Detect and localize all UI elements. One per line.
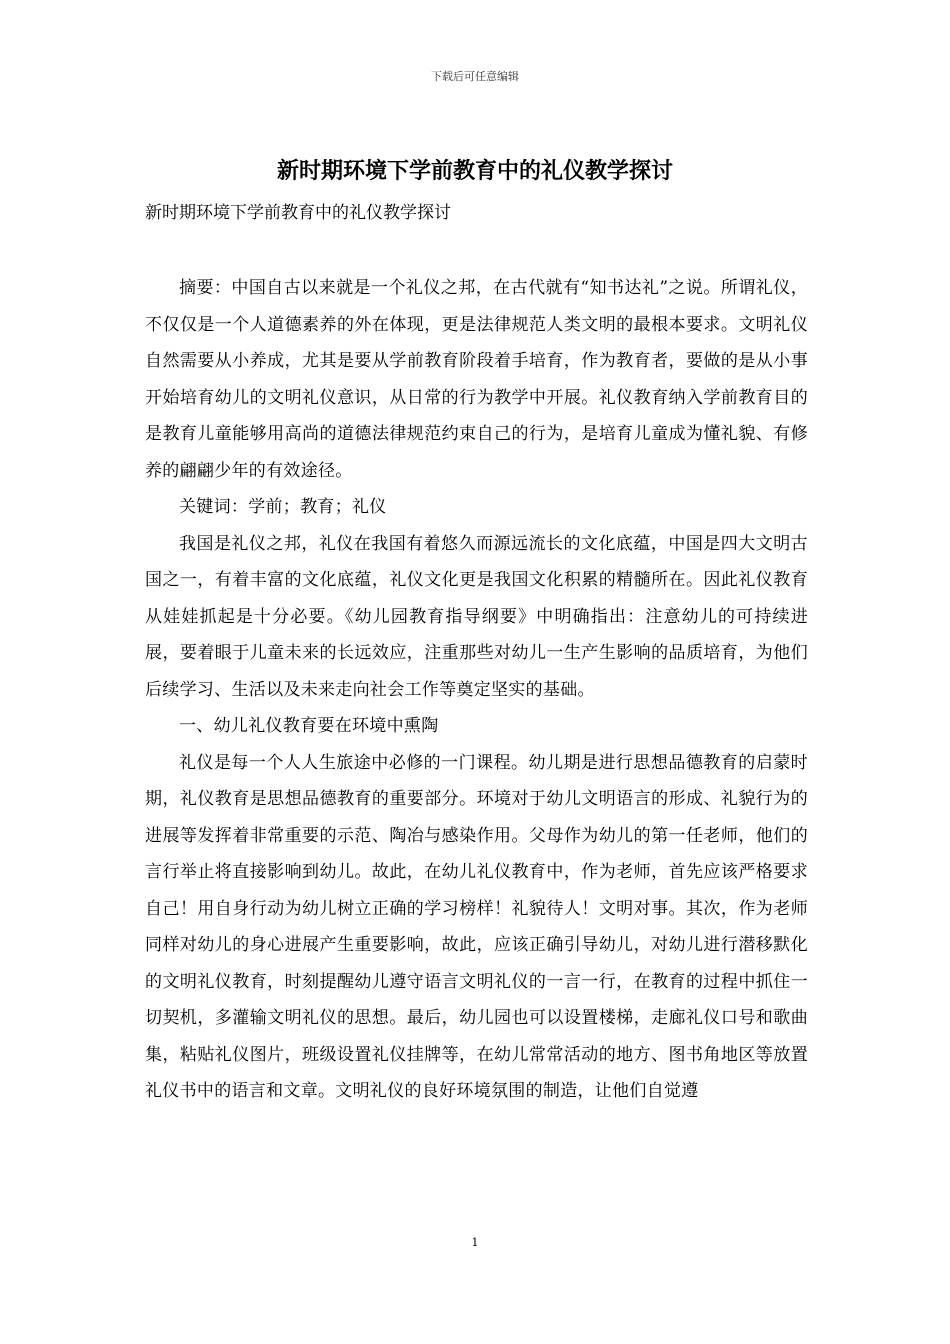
page-number: 1: [471, 1236, 479, 1249]
document-title: 新时期环境下学前教育中的礼仪教学探讨: [276, 158, 673, 184]
abstract-paragraph: 摘要：中国自古以来就是一个礼仪之邦，在古代就有“知书达礼”之说。所谓礼仪，不仅仅是一个人道德素养的外在体现，更是法律规范人类文明的最根本要求。文明礼仪自然需要从小养成，尤其是要从学前教育阶段着手培育，作为教育者，要做的是从小事开始培育幼儿的文明礼仪意识，从日常的行为教学中开展。礼仪教育纳入学前教育目的是教育儿童能够用高尚的道德法律规范约束自己的行为，是培育儿童成为懂礼貌、有修养的翩翩少年的有效途径。: [145, 278, 808, 481]
section-paragraph: 礼仪是每一个人人生旅途中必修的一门课程。幼儿期是进行思想品德教育的启蒙时期，礼仪教育是思想品德教育的重要部分。环境对于幼儿文明语言的形成、礼貌行为的进展等发挥着非常重要的示范、陶冶与感染作用。父母作为幼儿的第一任老师，他们的言行举止将直接影响到幼儿。故此，在幼儿礼仪教育中，作为老师，首先应该严格要求自己！用自身行动为幼儿树立正确的学习榜样！礼貌待人！文明对事。其次，作为老师同样对幼儿的身心进展产生重要影响，故此，应该正确引导幼儿，对幼儿进行潜移默化的文明礼仪教育，时刻提醒幼儿遵守语言文明礼仪的一言一行，在教育的过程中抓住一切契机，多灌输文明礼仪的思想。最后，幼儿园也可以设置楼梯，走廊礼仪口号和歌曲集，粘贴礼仪图片，班级设置礼仪挂牌等，在幼儿常常活动的地方、图书角地区等放置礼仪书中的语言和文章。文明礼仪的良好环境氛围的制造，让他们自觉遵: [145, 752, 808, 1101]
section-heading: 一、幼儿礼仪教育要在环境中熏陶: [179, 716, 439, 736]
keywords-paragraph: 关键词：学前；教育；礼仪: [179, 497, 387, 517]
intro-paragraph: 我国是礼仪之邦，礼仪在我国有着悠久而源远流长的文化底蕴，中国是四大文明古国之一，有着丰富的文化底蕴，礼仪文化更是我国文化积累的精髓所在。因此礼仪教育从娃娃抓起是十分必要。《幼儿园教育指导纲要》中明确指出：注意幼儿的可持续进展，要着眼于儿童未来的长远效应，注重那些对幼儿一生产生影响的品质培育，为他们后续学习、生活以及未来走向社会工作等奠定坚实的基础。: [145, 533, 808, 700]
document-body: [145, 270, 808, 1110]
header-note: 下载后可任意编辑: [431, 70, 519, 83]
document-subtitle: 新时期环境下学前教育中的礼仪教学探讨: [145, 203, 451, 223]
